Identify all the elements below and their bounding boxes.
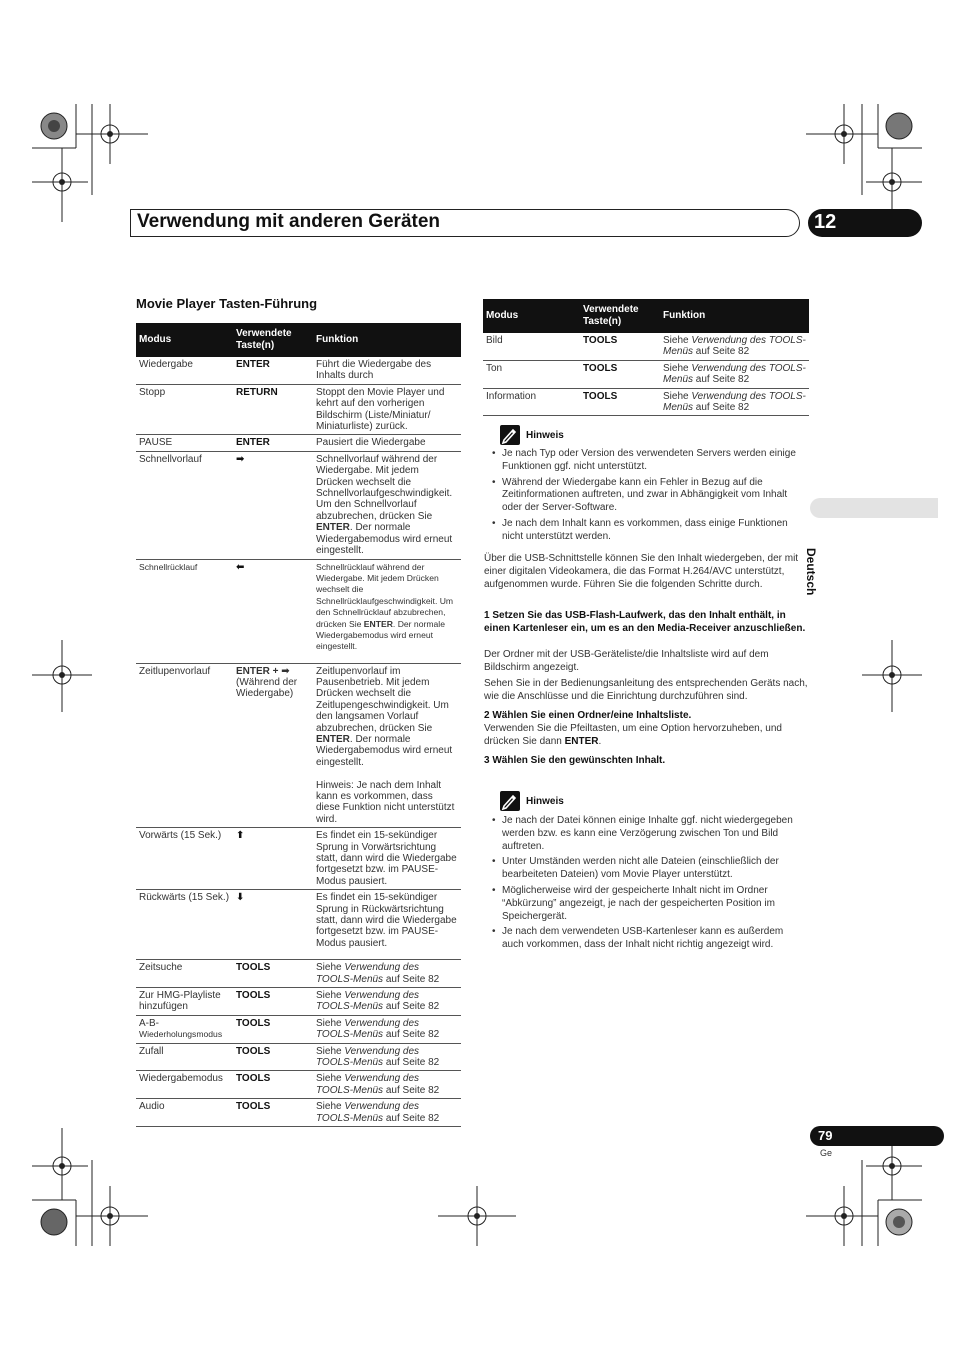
cell-mode: Stopp bbox=[136, 384, 233, 435]
intro-paragraph: Über die USB-Schnittstelle können Sie den Inhalt wiedergeben, der mit einer digitalen Videokamera, die das Format H.264/AVC unterstützt, aufgenommen wurde. Führen Sie die folgenden Schritte durch. bbox=[484, 553, 799, 590]
cell-key: TOOLS bbox=[233, 988, 313, 1016]
step-text: Verwenden Sie die Pfeiltasten, um eine Option hervorzuheben, und drücken Sie dann bbox=[484, 723, 782, 747]
cell-mode: Schnellvorlauf bbox=[136, 451, 233, 559]
section-title: Movie Player Tasten-Führung bbox=[136, 296, 318, 311]
mode-text: A-B- bbox=[139, 1017, 159, 1029]
note-list bbox=[486, 815, 798, 955]
see-text: Siehe bbox=[316, 990, 345, 1002]
page-number: 79 bbox=[818, 1128, 833, 1143]
cell-function: Stoppt den Movie Player und kehrt auf den vorherigen Bildschirm (Liste/Miniatur/ Miniaturliste) zurück. bbox=[313, 384, 461, 435]
note-pencil-icon bbox=[500, 425, 520, 445]
step-key: ENTER bbox=[564, 735, 599, 747]
col-header-key: Verwendete Taste(n) bbox=[580, 299, 660, 333]
function-key: ENTER bbox=[316, 733, 350, 745]
cell-mode: Bild bbox=[483, 333, 580, 360]
reference-link: Verwendung des TOOLS-Menüs bbox=[316, 1045, 420, 1069]
page-ref: auf Seite 82 bbox=[383, 973, 440, 985]
cell-key: TOOLS bbox=[233, 960, 313, 988]
step-2-title bbox=[484, 710, 810, 723]
page-ref: auf Seite 82 bbox=[383, 1112, 440, 1124]
page-ref: auf Seite 82 bbox=[693, 374, 750, 386]
cell-mode: Schnellrücklauf bbox=[136, 559, 233, 663]
cell-function bbox=[313, 451, 461, 559]
cell-function: Es findet ein 15-sekündiger Sprung in Rückwärtsrichtung statt, dann wird die Wiedergabe fortgesetzt bzw. im PAUSE-Modus pausiert. bbox=[313, 890, 461, 960]
cell-function bbox=[660, 360, 809, 388]
language-tab bbox=[810, 498, 938, 518]
cell-function bbox=[660, 333, 809, 360]
table-row bbox=[136, 435, 461, 451]
page-ref: auf Seite 82 bbox=[383, 1084, 440, 1096]
function-text: Schnellrücklauf während der Wiedergabe. Mit jedem Drücken wechselt die Schnellrücklaufgeschwindigkeit. Um den Schnellrücklauf abzubrechen, drücken Sie bbox=[316, 561, 454, 629]
chapter-tab bbox=[808, 209, 922, 237]
cell-function bbox=[313, 988, 461, 1016]
reference-link: Verwendung des TOOLS-Menüs bbox=[663, 335, 806, 358]
step-text: . bbox=[598, 735, 602, 747]
cell-key: TOOLS bbox=[580, 333, 660, 360]
cell-mode: Zeitlupenvorlauf bbox=[136, 663, 233, 828]
table-row bbox=[136, 960, 461, 988]
cell-key: ENTER bbox=[233, 357, 313, 384]
see-text: Siehe bbox=[316, 1073, 345, 1085]
cell-mode: Ton bbox=[483, 360, 580, 388]
step-2-text bbox=[484, 723, 810, 749]
cell-key: TOOLS bbox=[233, 1015, 313, 1043]
step-title: 1 Setzen Sie das USB-Flash-Laufwerk, das den Inhalt enthält, in einen Kartenleser ein, um es an den Media-Receiver anzuschließen. bbox=[484, 610, 806, 634]
page-ref: auf Seite 82 bbox=[383, 1029, 440, 1041]
note-title: Hinweis bbox=[526, 796, 564, 807]
reference-link: Verwendung des TOOLS-Menüs bbox=[316, 1017, 420, 1041]
list-item: • Je nach Typ oder Version des verwendeten Servers werden einige Funktionen ggf. nicht unterstützt. bbox=[486, 448, 798, 474]
note-pencil-icon bbox=[500, 791, 520, 811]
cell-key bbox=[233, 663, 313, 828]
function-text: Schnellvorlauf während der Wiedergabe. Mit jedem Drücken wechselt die Schnellvorlaufgeschwindigkeit. Um den Schnellvorlauf abzubrechen, drücken Sie bbox=[316, 453, 453, 522]
table-row bbox=[136, 384, 461, 435]
cell-function: Führt die Wiedergabe des Inhalts durch bbox=[313, 357, 461, 384]
function-text: . Der normale Wiedergabemodus wird erneut eingestellt. bbox=[316, 522, 453, 557]
see-text: Siehe bbox=[316, 1017, 345, 1029]
cell-function bbox=[660, 388, 809, 416]
step-1-text: Der Ordner mit der USB-Geräteliste/die Inhaltsliste wird auf dem Bildschirm angezeigt. bbox=[484, 649, 769, 673]
cell-function: Es findet ein 15-sekündiger Sprung in Vorwärtsrichtung statt, dann wird die Wiedergabe fortgesetzt bzw. im PAUSE-Modus pausiert. bbox=[313, 828, 461, 890]
up-arrow-icon: ⬆ bbox=[233, 828, 313, 890]
table-header-row bbox=[483, 299, 809, 333]
chapter-number: 12 bbox=[814, 211, 837, 233]
step-1-text-2: Sehen Sie in der Bedienungsanleitung des entsprechenden Geräts nach, wie die Anschlüsse und die Einrichtung durchzuführen sind. bbox=[484, 678, 808, 702]
list-item: • Je nach dem Inhalt kann es vorkommen, dass einige Funktionen nicht unterstützt werden. bbox=[486, 518, 798, 544]
cell-function bbox=[313, 1015, 461, 1043]
note-title: Hinweis bbox=[526, 430, 564, 441]
function-text: Zeitlupenvorlauf im Pausenbetrieb. Mit jedem Drücken wechselt die Zeitlupengeschwindigkeit. Um den langsamen Vorlauf abzubrechen, drücken Sie bbox=[316, 665, 449, 734]
chapter-header bbox=[130, 209, 800, 237]
reference-link: Verwendung des TOOLS-Menüs bbox=[663, 390, 806, 414]
cell-function bbox=[313, 1099, 461, 1127]
cell-mode: Information bbox=[483, 388, 580, 416]
table-row bbox=[136, 1099, 461, 1127]
function-note: Hinweis: Je nach dem Inhalt kann es vorkommen, dass diese Funktion nicht unterstützt wird. bbox=[316, 779, 455, 825]
table-row bbox=[136, 1015, 461, 1043]
col-header-function: Funktion bbox=[660, 299, 809, 333]
page-ref: auf Seite 82 bbox=[693, 402, 750, 414]
cell-mode: Wiedergabemodus bbox=[136, 1071, 233, 1099]
cell-function bbox=[313, 960, 461, 988]
reference-link: Verwendung des TOOLS-Menüs bbox=[316, 962, 420, 985]
see-text: Siehe bbox=[316, 1101, 345, 1113]
cell-key: ENTER bbox=[233, 435, 313, 451]
right-arrow-icon: ➡ bbox=[233, 451, 313, 559]
table-row bbox=[136, 828, 461, 890]
page-ref: auf Seite 82 bbox=[693, 346, 750, 358]
left-arrow-icon: ⬅ bbox=[233, 559, 313, 663]
table-row bbox=[136, 357, 461, 384]
table-row bbox=[136, 890, 461, 960]
table-row bbox=[136, 1043, 461, 1071]
cell-key: TOOLS bbox=[580, 360, 660, 388]
note-list bbox=[486, 448, 798, 547]
table-row bbox=[136, 451, 461, 559]
table-row bbox=[483, 388, 809, 416]
see-text: Siehe bbox=[663, 335, 692, 346]
list-item: • Unter Umständen werden nicht alle Dateien (einschließlich der bearbeiteten Dateien) vom Movie Player unterstützt. bbox=[486, 856, 798, 882]
left-key-table bbox=[136, 323, 461, 1127]
cell-mode: Audio bbox=[136, 1099, 233, 1127]
cell-mode: Zeitsuche bbox=[136, 960, 233, 988]
see-text: Siehe bbox=[663, 390, 692, 402]
col-header-mode: Modus bbox=[483, 299, 580, 333]
table-row bbox=[136, 988, 461, 1016]
cell-key: TOOLS bbox=[233, 1043, 313, 1071]
cell-function bbox=[313, 559, 461, 663]
table-row bbox=[136, 663, 461, 828]
right-key-table bbox=[483, 299, 809, 416]
function-key: ENTER bbox=[363, 618, 393, 629]
reference-link: Verwendung des TOOLS-Menüs bbox=[316, 1101, 420, 1124]
col-header-function: Funktion bbox=[313, 323, 461, 357]
page-ref: auf Seite 82 bbox=[383, 1001, 440, 1013]
function-text: . Der normale Wiedergabemodus wird erneut eingestellt. bbox=[316, 618, 445, 652]
function-text: . Der normale Wiedergabemodus wird erneut eingestellt. bbox=[316, 733, 453, 768]
table-row bbox=[136, 559, 461, 663]
cell-function bbox=[313, 1043, 461, 1071]
cell-function bbox=[313, 663, 461, 828]
step-title: 3 Wählen Sie den gewünschten Inhalt. bbox=[484, 755, 666, 766]
cell-mode: Rückwärts (15 Sek.) bbox=[136, 890, 233, 960]
cell-mode: PAUSE bbox=[136, 435, 233, 451]
step-1-title bbox=[484, 610, 810, 636]
table-header-row bbox=[136, 323, 461, 357]
page-language-code: Ge bbox=[820, 1148, 833, 1158]
table-row bbox=[483, 360, 809, 388]
cell-key: RETURN bbox=[233, 384, 313, 435]
see-text: Siehe bbox=[316, 962, 345, 974]
reference-link: Verwendung des TOOLS-Menüs bbox=[316, 990, 420, 1013]
list-item: • Je nach der Datei können einige Inhalte ggf. nicht wiedergegeben werden bzw. es kann eine Verzögerung zwischen Ton und Bild auftreten. bbox=[486, 815, 798, 853]
list-item: • Während der Wiedergabe kann ein Fehler in Bezug auf die Zeitinformationen auftreten, und zwar in Abhängigkeit vom Inhalt oder der Server-Software. bbox=[486, 477, 798, 515]
see-text: Siehe bbox=[663, 362, 692, 374]
function-key: ENTER bbox=[316, 522, 350, 534]
step-title: 2 Wählen Sie einen Ordner/eine Inhaltsliste. bbox=[484, 710, 692, 721]
table-row bbox=[483, 333, 809, 360]
cell-key: TOOLS bbox=[233, 1071, 313, 1099]
cell-mode bbox=[136, 1015, 233, 1043]
list-item: • Je nach dem verwendeten USB-Kartenleser kann es außerdem auch vorkommen, dass der Inhalt nicht richtig angezeigt wird. bbox=[486, 926, 798, 952]
cell-mode: Zufall bbox=[136, 1043, 233, 1071]
key-note: (Während der Wiedergabe) bbox=[236, 676, 298, 700]
cell-key: TOOLS bbox=[233, 1099, 313, 1127]
cell-key: TOOLS bbox=[580, 388, 660, 416]
page-title: Verwendung mit anderen Geräten bbox=[137, 211, 441, 232]
cell-mode: Vorwärts (15 Sek.) bbox=[136, 828, 233, 890]
cell-mode: Zur HMG-Playliste hinzufügen bbox=[136, 988, 233, 1016]
cell-mode: Wiedergabe bbox=[136, 357, 233, 384]
list-item: • Möglicherweise wird der gespeicherte Inhalt nicht im Ordner “Abkürzung” angezeigt, je nach der gespeicherten Position im Speichergerät. bbox=[486, 885, 798, 923]
language-label: Deutsch bbox=[804, 548, 818, 596]
cell-function bbox=[313, 1071, 461, 1099]
reference-link: Verwendung des TOOLS-Menüs bbox=[663, 362, 806, 386]
see-text: Siehe bbox=[316, 1045, 345, 1057]
step-3-title bbox=[484, 755, 810, 768]
table-row bbox=[136, 1071, 461, 1099]
down-arrow-icon: ⬇ bbox=[233, 890, 313, 960]
key-combo: ENTER + ➡ bbox=[236, 665, 290, 677]
mode-text: Wiederholungsmodus bbox=[139, 1029, 223, 1040]
col-header-mode: Modus bbox=[136, 323, 233, 357]
page-ref: auf Seite 82 bbox=[383, 1057, 440, 1069]
col-header-key: Verwendete Taste(n) bbox=[233, 323, 313, 357]
reference-link: Verwendung des TOOLS-Menüs bbox=[316, 1073, 420, 1096]
cell-function: Pausiert die Wiedergabe bbox=[313, 435, 461, 451]
page-number-tab bbox=[810, 1126, 944, 1146]
